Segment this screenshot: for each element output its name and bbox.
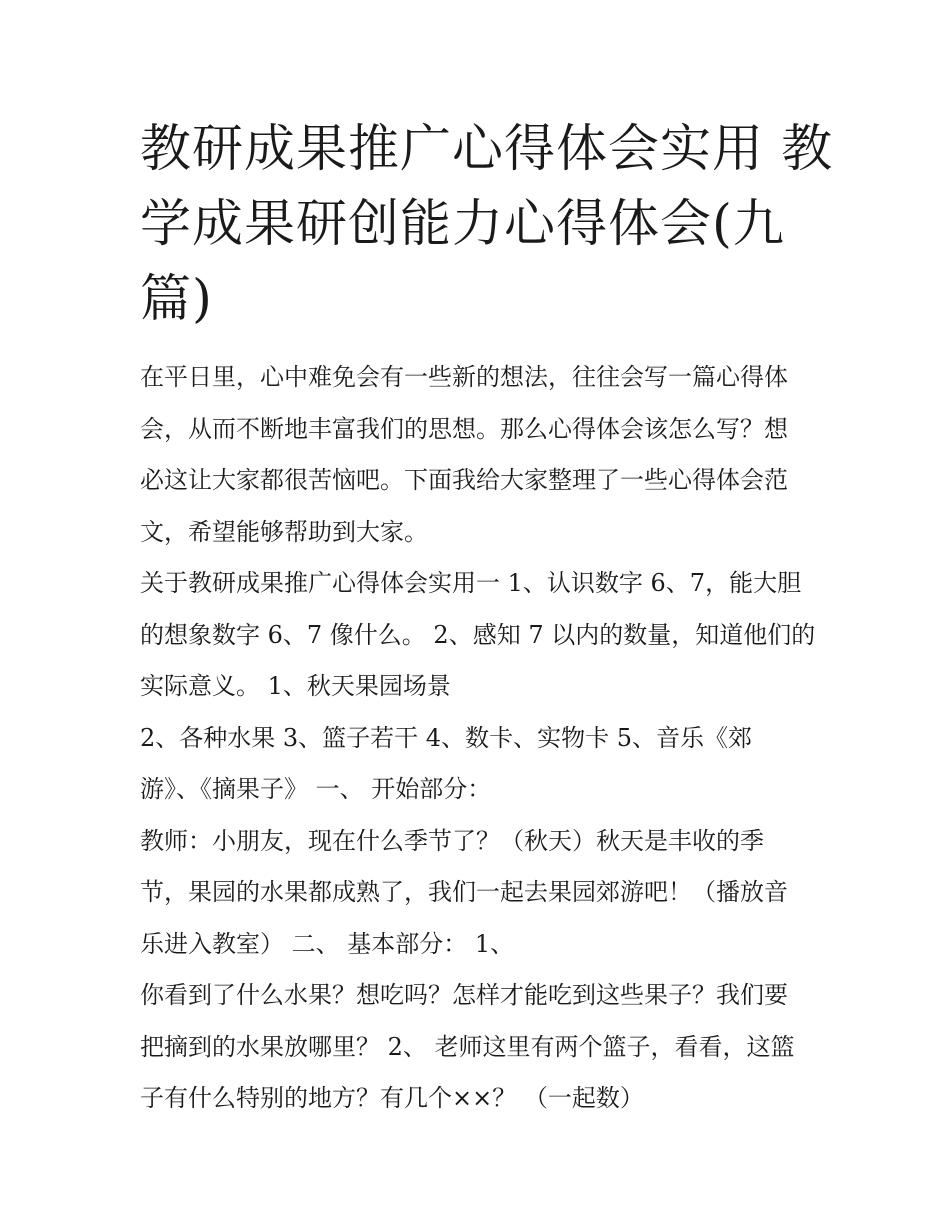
paragraph-goals (140, 558, 840, 713)
text-line: 游》、《摘果子》 一、 开始部分： (140, 775, 492, 803)
title-line: 篇) (140, 270, 213, 329)
text-line: 你看到了什么水果？想吃吗？怎样才能吃到这些果子？我们要 (140, 981, 788, 1009)
title-line: 教研成果推广心得体会实用 教 (140, 120, 834, 179)
text-line: 乐进入教室） 二、 基本部分： 1、 (140, 929, 515, 958)
text-line: 节，果园的水果都成熟了，我们一起去果园郊游吧！（播放音 (140, 878, 788, 906)
text-line: 在平日里，心中难免会有一些新的想法，往往会写一篇心得体 (140, 363, 788, 391)
text-line: 必这让大家都很苦恼吧。下面我给大家整理了一些心得体会范 (140, 466, 788, 494)
title-line: 学成果研创能力心得体会(九 (140, 195, 785, 254)
paragraph-intro (140, 352, 840, 558)
text-line: 会，从而不断地丰富我们的思想。那么心得体会该怎么写？想 (140, 414, 788, 443)
text-line: 关于教研成果推广心得体会实用一 1、认识数字 6、7，能大胆 (140, 569, 802, 597)
text-line: 教师：小朋友，现在什么季节了？（秋天）秋天是丰收的季 (140, 826, 764, 855)
text-line: 文，希望能够帮助到大家。 (140, 517, 428, 546)
text-line: 实际意义。 1、秋天果园场景 (140, 672, 451, 700)
document-body (140, 352, 840, 1125)
paragraph-materials (140, 713, 840, 816)
text-line: 子有什么特别的地方？有几个××？ （一起数） (140, 1084, 644, 1112)
text-line: 2、各种水果 3、篮子若干 4、数卡、实物卡 5、音乐《郊 (140, 723, 752, 752)
text-line: 的想象数字 6、7 像什么。 2、感知 7 以内的数量，知道他们的 (140, 620, 816, 649)
document-title (140, 112, 834, 337)
text-line: 把摘到的水果放哪里？ 2、 老师这里有两个篮子，看看，这篮 (140, 1032, 795, 1061)
paragraph-basic (140, 970, 840, 1125)
paragraph-start (140, 816, 840, 971)
